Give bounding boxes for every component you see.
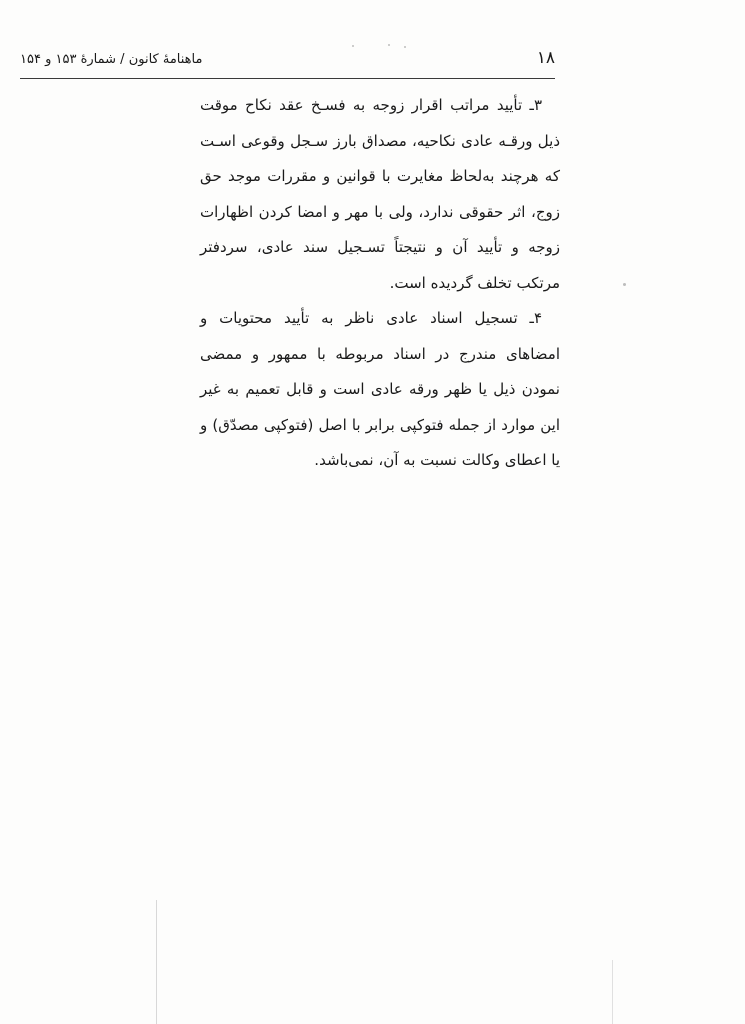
scan-speck xyxy=(388,44,390,46)
scan-speck xyxy=(623,283,626,286)
page-header xyxy=(20,48,555,74)
body-text xyxy=(200,88,560,479)
header-rule xyxy=(20,78,555,79)
scan-speck xyxy=(352,45,354,47)
running-head: ماهنامهٔ کانون / شمارهٔ ۱۵۳ و ۱۵۴ xyxy=(20,52,203,67)
paragraph-4: ۴ـ تسجیل اسناد عادی ناظر به تأیید محتویات و امضاهای مندرج در اسناد مربوطه با ممهور و ممضی نمودن ذیل یا ظهر ورقه عادی است و قابل تعمیم به غیر این موارد از جمله فتوکپی برابر با اصل (فتوکپی مصدّق) و یا اعطای وکالت نسبت به آن، نمی‌باشد. xyxy=(200,309,560,469)
scan-edge-line xyxy=(612,960,613,1024)
scan-speck xyxy=(404,46,406,48)
paragraph-3: ۳ـ تأیید مراتب اقرار زوجه به فسـخ عقد نکاح موقت ذیل ورقـه عادی نکاحیه، مصداق بارز سـجل وقوعی اسـت که هرچند به‌لحاظ مغایرت با قوانین و مقررات موجد حق زوج، اثر حقوقی ندارد، ولی با مهر و امضا کردن اظهارات زوجه و تأیید آن و نتیجتاً تسـجیل سند عادی، سردفتر مرتکب تخلف گردیده است. xyxy=(200,96,560,292)
scan-edge-line xyxy=(156,900,157,1024)
page-number: ۱۸ xyxy=(536,48,555,68)
